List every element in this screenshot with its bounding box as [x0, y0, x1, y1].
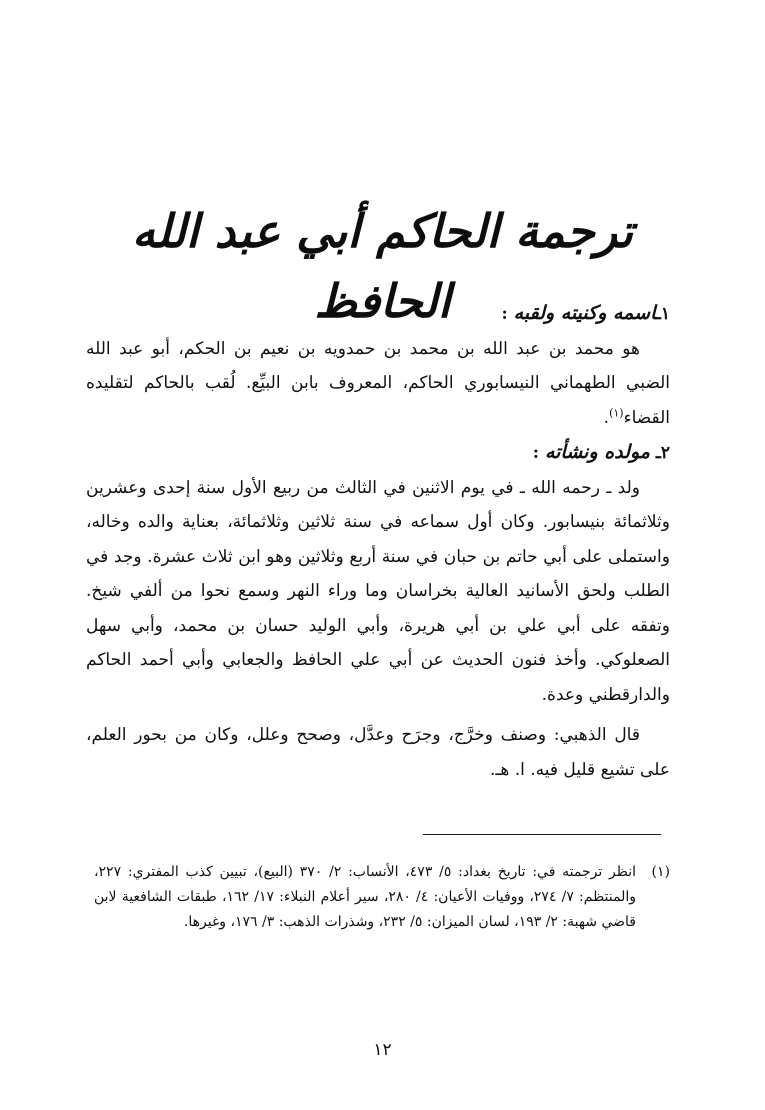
section-number: ٢ـ	[655, 443, 670, 463]
paragraph: ولد ـ رحمه الله ـ في يوم الاثنين في الثالث من ربيع الأول سنة إحدى وعشرين وثلاثمائة بنيسابور. وكان أول سماعه في سنة ثلاثين وثلاثمائة، بعناية والده وخاله، واستملى على أبي حاتم بن حبان في سنة أربع وثلاثين وهو ابن ثلاث عشرة. وجد في الطلب ولحق الأسانيد العالية بخراسان وما وراء النهر وسمع نحوا من ألفي شيخ. وتفقه على أبي علي بن أبي هريرة، وأبي الوليد حسان بن محمد، وأبي سهل الصعلوكي. وأخذ فنون الحديث عن أبي علي الحافظ والجعابي وأبي أحمد الحاكم والدارقطني وعدة.	[86, 477, 670, 705]
paragraph: هو محمد بن عبد الله بن محمد بن حمدويه بن نعيم بن الحكم، أبو عبد الله الضبي الطهماني النيسابوري الحاكم، المعروف بابن البيِّع. لُقب بالحاكم لتقليده القضاء$^{(١)}$.	[86, 338, 670, 428]
footnote-reference: (١)	[609, 405, 624, 419]
footnote-number: (١)	[651, 864, 670, 880]
section-title: مولده ونشأته	[544, 441, 650, 463]
paragraph-text: هو محمد بن عبد الله بن محمد بن حمدويه بن نعيم بن الحكم، أبو عبد الله الضبي الطهماني النيسابوري الحاكم، المعروف بابن البيِّع. لُقب بالحاكم لتقليده القضاء	[86, 338, 670, 428]
section-colon: :	[501, 304, 508, 324]
page-number: ١٢	[373, 1040, 392, 1060]
footnote-separator	[423, 834, 661, 835]
page-title: ترجمة الحاكم أبي عبد الله الحافظ	[131, 204, 634, 328]
footnote-text: انظر ترجمته في: تاريخ بغداد: ٥/ ٤٧٣، الأنساب: ٢/ ٣٧٠ (البيع)، تبيين كذب المفتري: ٢٢٧، والمنتظم: ٧/ ٢٧٤، ووفيات الأعيان: ٤/ ٢٨٠، سير أعلام النبلاء: ١٧/ ١٦٢، طبقات الشافعية لابن قاضي شهبة: ٢/ ١٩٣، لسان الميزان: ٥/ ٢٣٢، وشذرات الذهب: ٣/ ١٧٦، وغيرها.	[94, 864, 637, 930]
section-title: اسمه وكنيته ولقبه	[513, 302, 656, 324]
section-colon: :	[532, 443, 540, 463]
main-text	[86, 296, 670, 787]
section-heading-name	[86, 296, 670, 332]
paragraph: قال الذهبي: وصنف وخرَّج، وجرَح وعدَّل، وصحح وعلل، وكان من بحور العلم، على تشيع قليل فيه. ا. هـ.	[86, 725, 670, 780]
footnote	[94, 860, 670, 935]
section-number: ١ـ	[655, 304, 670, 324]
section-heading-birth	[86, 435, 670, 471]
